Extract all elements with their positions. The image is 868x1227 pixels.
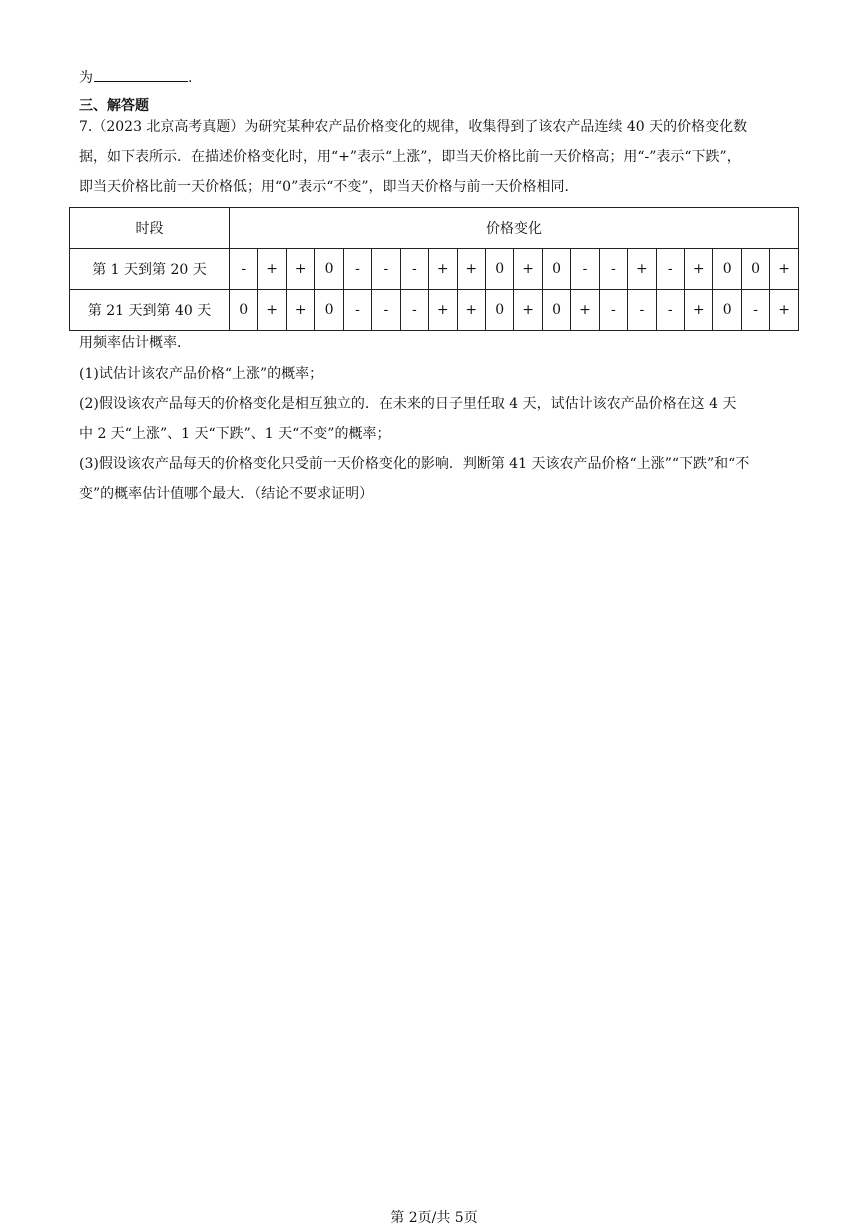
table-cell: - [741,290,769,331]
blank-suffix: . [188,70,193,86]
question-1: (1)试估计该农产品价格“上涨”的概率； [79,366,324,382]
answer-blank-line [79,66,192,88]
table-cell: - [372,249,400,290]
question-3-line-1: (3)假设该农产品每天的价格变化只受前一天价格变化的影响．判断第 41 天该农产品价格“上涨”“下跌”和“不 [79,456,750,472]
table-cell: - [400,290,428,331]
table-cell: - [230,249,258,290]
table-cell: 0 [542,249,570,290]
table-cell: - [343,249,371,290]
table-cell: 0 [485,249,513,290]
row-label: 第 1 天到第 20 天 [70,249,230,290]
header-period: 时段 [70,208,230,249]
table-cell: - [571,249,599,290]
table-cell: 0 [713,290,741,331]
table-cell: - [599,249,627,290]
question-2-line-1: (2)假设该农产品每天的价格变化是相互独立的．在未来的日子里任取 4 天，试估计该农产品价格在这 4 天 [79,396,737,412]
table-cell: - [628,290,656,331]
table-cell: - [372,290,400,331]
problem-line-2: 据，如下表所示．在描述价格变化时，用“+”表示“上涨”，即当天价格比前一天价格高；用“-”表示“下跌”， [79,149,741,165]
table-header-row [70,208,799,249]
table-cell: + [457,249,485,290]
table-cell: - [343,290,371,331]
row-label: 第 21 天到第 40 天 [70,290,230,331]
table-row [70,290,799,331]
table-cell: - [400,249,428,290]
price-change-table [69,207,799,331]
question-2-line-2: 中 2 天“上涨”、1 天“下跌”、1 天“不变”的概率； [79,426,391,442]
table-cell: + [258,249,286,290]
table-cell: - [656,249,684,290]
table-cell: + [685,249,713,290]
table-cell: + [770,290,799,331]
page-number: 第 2页/共 5页 [390,1210,478,1226]
blank-prefix: 为 [79,70,93,86]
table-cell: + [429,249,457,290]
table-cell: + [770,249,799,290]
instruction-text: 用频率估计概率． [79,335,191,351]
table-cell: 0 [741,249,769,290]
table-cell: + [457,290,485,331]
table-cell: 0 [485,290,513,331]
table-cell: + [286,290,314,331]
table-cell: 0 [230,290,258,331]
table-cell: + [685,290,713,331]
table-cell: 0 [713,249,741,290]
problem-line-1: 7.（2023 北京高考真题）为研究某种农产品价格变化的规律，收集得到了该农产品连续 40 天的价格变化数 [79,119,748,135]
table-cell: + [514,290,542,331]
table-cell: - [599,290,627,331]
table-cell: + [628,249,656,290]
table-cell: - [656,290,684,331]
table-cell: + [429,290,457,331]
table-cell: + [258,290,286,331]
table-cell: + [514,249,542,290]
table-cell: 0 [315,249,343,290]
table-cell: 0 [315,290,343,331]
table-cell: + [571,290,599,331]
answer-blank [94,66,188,82]
question-3-line-2: 变”的概率估计值哪个最大．（结论不要求证明） [79,486,374,502]
problem-line-3: 即当天价格比前一天价格低；用“0”表示“不变”，即当天价格与前一天价格相同． [79,179,579,195]
header-price-change: 价格变化 [230,208,799,249]
section-heading: 三、解答题 [79,98,149,114]
table-cell: + [286,249,314,290]
table-row [70,249,799,290]
table-cell: 0 [542,290,570,331]
